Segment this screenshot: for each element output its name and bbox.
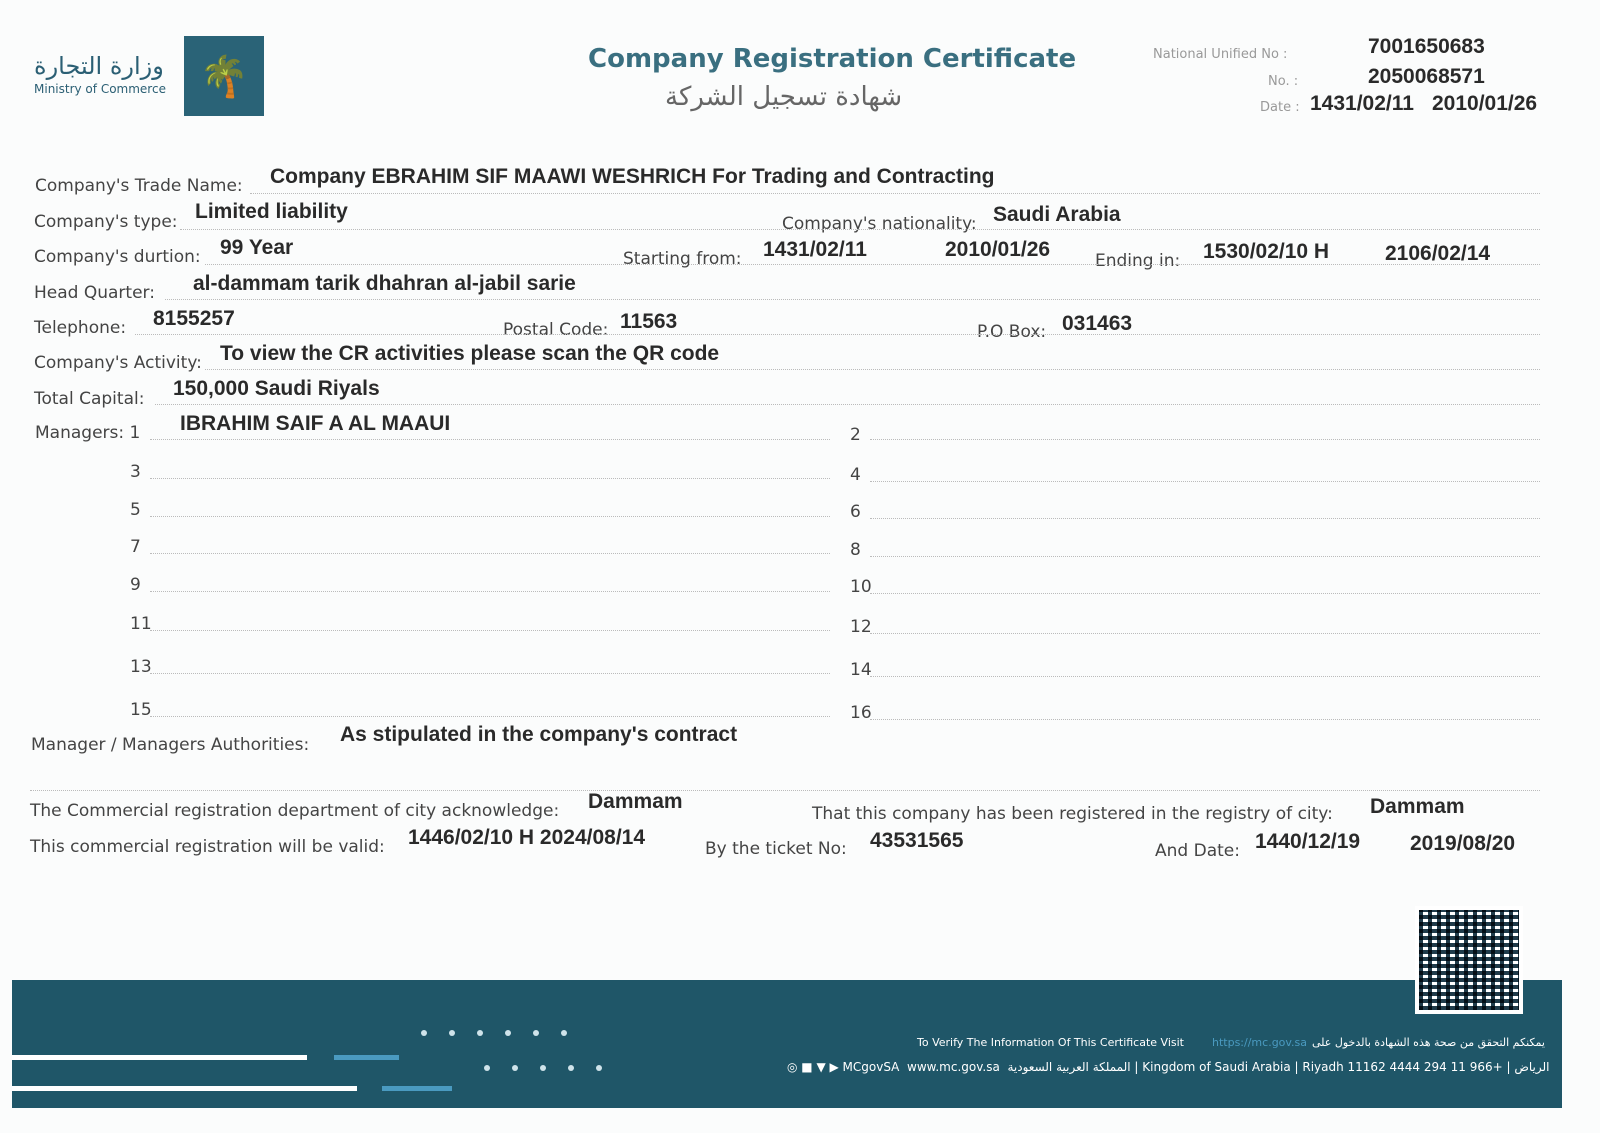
trade-name-value: Company EBRAHIM SIF MAAWI WESHRICH For Trading and Contracting	[270, 165, 995, 188]
manager-number: 4	[850, 465, 861, 485]
authorities-label: Manager / Managers Authorities:	[31, 735, 310, 755]
head-quarter-value: al-dammam tarik dhahran al-jabil sarie	[193, 272, 576, 295]
duration-label: Company's durtion:	[34, 247, 201, 267]
po-box-value: 031463	[1062, 312, 1133, 335]
manager-number: 8	[850, 540, 861, 560]
trade-name-label: Company's Trade Name:	[35, 176, 243, 196]
nationality-value: Saudi Arabia	[993, 203, 1121, 226]
certificate-title-arabic: شهادة تسجيل الشركة	[665, 82, 903, 112]
ticket-number: 43531565	[870, 829, 964, 852]
manager-number: 16	[850, 703, 872, 723]
end-date-hijri: 1530/02/10 H	[1203, 240, 1330, 263]
social-icons: ◎ ■ ▼ ▶	[787, 1060, 843, 1074]
valid-value: 1446/02/10 H 2024/08/14	[408, 826, 646, 849]
manager-1-name: IBRAHIM SAIF A AL MAAUI	[180, 412, 451, 435]
ending-label: Ending in:	[1095, 251, 1181, 271]
telephone-value: 8155257	[153, 307, 235, 330]
manager-number: 3	[130, 462, 141, 482]
country-arabic: المملكة العربية السعودية	[1007, 1060, 1131, 1074]
manager-number: 14	[850, 660, 872, 680]
capital-value: 150,000 Saudi Riyals	[173, 377, 380, 400]
manager-number: 10	[850, 577, 872, 597]
verify-text-arabic: يمكنكم التحقق من صحة هذه الشهادة بالدخول على	[1312, 1036, 1545, 1049]
registration-dept-label: The Commercial registration department of city acknowledge:	[30, 801, 560, 821]
and-date-gregorian: 2019/08/20	[1410, 832, 1516, 855]
saudi-emblem-icon: 🌴	[184, 36, 264, 116]
activity-label: Company's Activity:	[34, 353, 202, 373]
end-date-gregorian: 2106/02/14	[1385, 242, 1491, 265]
phone: +966 11 294 4444	[1389, 1060, 1503, 1074]
manager-number: 9	[130, 575, 141, 595]
footer-band: To Verify The Information Of This Certificate Visit https://mc.gov.sa يمكنكم التحقق من صحة هذه الشهادة بالدخول على ◎ ■ ▼ ▶ MCgovSA www.mc.gov.sa المملكة العربية السعودية | Kingdom of Saudi Arabia | Riyadh 11162 الرياض | +966 11 294 4444	[12, 980, 1562, 1108]
manager-number: 2	[850, 425, 861, 445]
company-type-label: Company's type:	[34, 212, 178, 232]
starting-label: Starting from:	[623, 249, 742, 269]
number-value: 2050068571	[1368, 65, 1485, 88]
registered-city-value: Dammam	[1370, 795, 1465, 818]
website[interactable]: www.mc.gov.sa	[907, 1060, 1000, 1074]
date-gregorian: 2010/01/26	[1432, 92, 1538, 115]
and-date-hijri: 1440/12/19	[1255, 830, 1361, 853]
manager-number: 12	[850, 617, 872, 637]
ministry-name-arabic: وزارة التجارة	[34, 52, 164, 80]
date-hijri: 1431/02/11	[1310, 92, 1414, 115]
managers-label: Managers: 1	[35, 423, 141, 443]
manager-number: 6	[850, 502, 861, 522]
and-date-label: And Date:	[1155, 841, 1240, 861]
manager-number: 11	[130, 614, 152, 634]
valid-label: This commercial registration will be valid:	[30, 837, 385, 857]
authorities-value: As stipulated in the company's contract	[340, 723, 738, 746]
verify-link[interactable]: https://mc.gov.sa	[1212, 1036, 1308, 1049]
postal-code-label: Postal Code:	[503, 320, 609, 340]
manager-number: 13	[130, 657, 152, 677]
ministry-name-english: Ministry of Commerce	[34, 82, 166, 96]
national-unified-value: 7001650683	[1368, 35, 1485, 58]
po-box-label: P.O Box:	[977, 322, 1047, 342]
postal-code-value: 11563	[620, 310, 678, 333]
ticket-label: By the ticket No:	[705, 839, 847, 859]
duration-value: 99 Year	[220, 236, 294, 259]
manager-number: 5	[130, 500, 141, 520]
city-english: Riyadh 11162	[1302, 1060, 1386, 1074]
manager-number: 15	[130, 700, 152, 720]
certificate-title: Company Registration Certificate	[588, 44, 1077, 74]
registration-dept-city: Dammam	[588, 790, 683, 813]
national-unified-label: National Unified No :	[1153, 47, 1288, 62]
verify-text-english: To Verify The Information Of This Certificate Visit	[917, 1036, 1184, 1049]
start-date-gregorian: 2010/01/26	[945, 238, 1051, 261]
nationality-label: Company's nationality:	[782, 214, 977, 234]
telephone-label: Telephone:	[34, 318, 127, 338]
registered-city-label: That this company has been registered in the registry of city:	[812, 804, 1333, 824]
city-arabic: الرياض	[1514, 1060, 1550, 1074]
manager-number: 7	[130, 537, 141, 557]
date-label: Date :	[1260, 100, 1300, 115]
social-handle: MCgovSA	[842, 1060, 900, 1074]
activity-value: To view the CR activities please scan the QR code	[220, 342, 720, 365]
number-label: No. :	[1268, 74, 1299, 89]
capital-label: Total Capital:	[34, 389, 145, 409]
company-type-value: Limited liability	[195, 200, 348, 223]
head-quarter-label: Head Quarter:	[34, 283, 155, 303]
country-english: Kingdom of Saudi Arabia	[1142, 1060, 1291, 1074]
qr-code[interactable]	[1415, 906, 1523, 1014]
start-date-hijri: 1431/02/11	[763, 238, 867, 261]
